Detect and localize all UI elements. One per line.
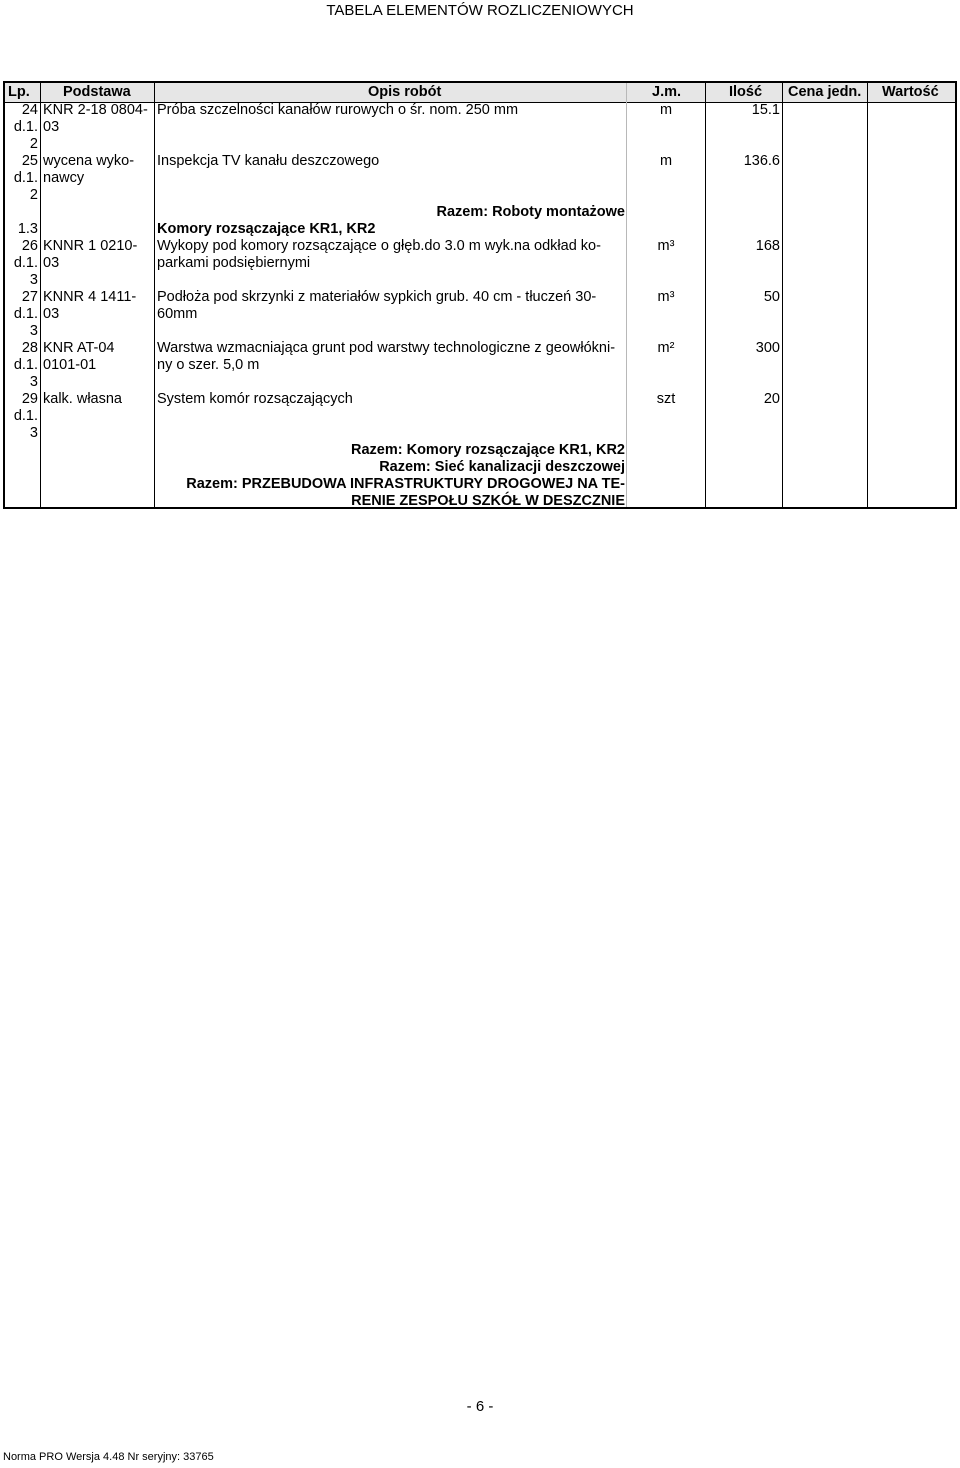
row-lp: 25: [21, 153, 38, 169]
row-lp: 26: [21, 238, 38, 254]
row-jm: szt: [656, 391, 676, 407]
row-lp: 3: [29, 425, 38, 441]
row-ilosc: 300: [755, 340, 780, 356]
summary-siec: Razem: Sieć kanalizacji deszczowej: [379, 459, 625, 475]
row-podstawa: KNNR 4 1411-: [43, 289, 137, 305]
row-opis: Wykopy pod komory rozsączające o głęb.do 3.0 m wyk.na odkład ko-: [157, 238, 601, 254]
row-lp: 2: [29, 136, 38, 152]
row-podstawa: KNNR 1 0210-: [43, 238, 138, 254]
header-ilosc: Ilość: [729, 84, 763, 100]
row-ilosc: 168: [755, 238, 780, 254]
row-lp: 3: [29, 272, 38, 288]
row-podstawa: 03: [43, 306, 60, 322]
header-wartosc: Wartość: [882, 84, 939, 100]
row-lp: d.1.: [13, 357, 38, 373]
row-jm: m²: [657, 340, 675, 356]
row-lp: d.1.: [13, 255, 38, 271]
header-lp: Lp.: [8, 84, 30, 100]
section-title: Komory rozsączające KR1, KR2: [157, 221, 376, 237]
row-opis: 60mm: [157, 306, 198, 322]
summary-roboty-montazowe: Razem: Roboty montażowe: [436, 204, 625, 220]
row-podstawa: wycena wyko-: [43, 153, 135, 169]
summary-przebudowa: Razem: PRZEBUDOWA INFRASTRUKTURY DROGOWEJ NA TE-: [186, 476, 625, 492]
row-opis: Podłoża pod skrzynki z materiałów sypkich grub. 40 cm - tłuczeń 30-: [157, 289, 597, 305]
page-title: TABELA ELEMENTÓW ROZLICZENIOWYCH: [326, 2, 634, 19]
row-lp: 3: [29, 374, 38, 390]
row-lp: d.1.: [13, 408, 38, 424]
row-jm: m: [659, 153, 673, 169]
row-podstawa: nawcy: [43, 170, 85, 186]
row-lp: d.1.: [13, 170, 38, 186]
row-lp: d.1.: [13, 119, 38, 135]
row-opis: Inspekcja TV kanału deszczowego: [157, 153, 380, 169]
summary-komory: Razem: Komory rozsączające KR1, KR2: [351, 442, 625, 458]
row-lp: d.1.: [13, 306, 38, 322]
row-podstawa: KNR 2-18 0804-: [43, 102, 148, 118]
row-opis: parkami podsiębiernymi: [157, 255, 311, 271]
row-opis: System komór rozsączających: [157, 391, 353, 407]
row-lp: 3: [29, 323, 38, 339]
row-ilosc: 50: [763, 289, 780, 305]
row-podstawa: 0101-01: [43, 357, 97, 373]
row-opis: Warstwa wzmacniająca grunt pod warstwy technologiczne z geowłókni-: [157, 340, 616, 356]
header-jm: J.m.: [652, 84, 682, 100]
row-ilosc: 20: [763, 391, 780, 407]
cost-table: [3, 81, 957, 509]
column-divider: [782, 83, 783, 507]
row-podstawa: kalk. własna: [43, 391, 122, 407]
column-divider: [705, 83, 706, 507]
header-cena: Cena jedn.: [788, 84, 862, 100]
row-podstawa: KNR AT-04: [43, 340, 115, 356]
column-divider: [40, 83, 41, 507]
page-number: - 6 -: [466, 1398, 494, 1415]
row-lp: 29: [21, 391, 38, 407]
row-podstawa: 03: [43, 255, 60, 271]
row-podstawa: 03: [43, 119, 60, 135]
section-number: 1.3: [17, 221, 38, 237]
column-divider: [867, 83, 868, 507]
row-opis: ny o szer. 5,0 m: [157, 357, 260, 373]
row-lp: 24: [21, 102, 38, 118]
row-ilosc: 15.1: [751, 102, 780, 118]
row-jm: m³: [657, 289, 675, 305]
row-lp: 28: [21, 340, 38, 356]
row-jm: m: [659, 102, 673, 118]
row-lp: 2: [29, 187, 38, 203]
header-podstawa: Podstawa: [63, 84, 131, 100]
software-version: Norma PRO Wersja 4.48 Nr seryjny: 33765: [3, 1451, 214, 1463]
row-ilosc: 136.6: [743, 153, 780, 169]
row-opis: Próba szczelności kanałów rurowych o śr. nom. 250 mm: [157, 102, 519, 118]
row-lp: 27: [21, 289, 38, 305]
header-opis: Opis robót: [368, 84, 442, 100]
row-jm: m³: [657, 238, 675, 254]
summary-przebudowa: RENIE ZESPOŁU SZKÓŁ W DESZCZNIE: [351, 493, 625, 509]
